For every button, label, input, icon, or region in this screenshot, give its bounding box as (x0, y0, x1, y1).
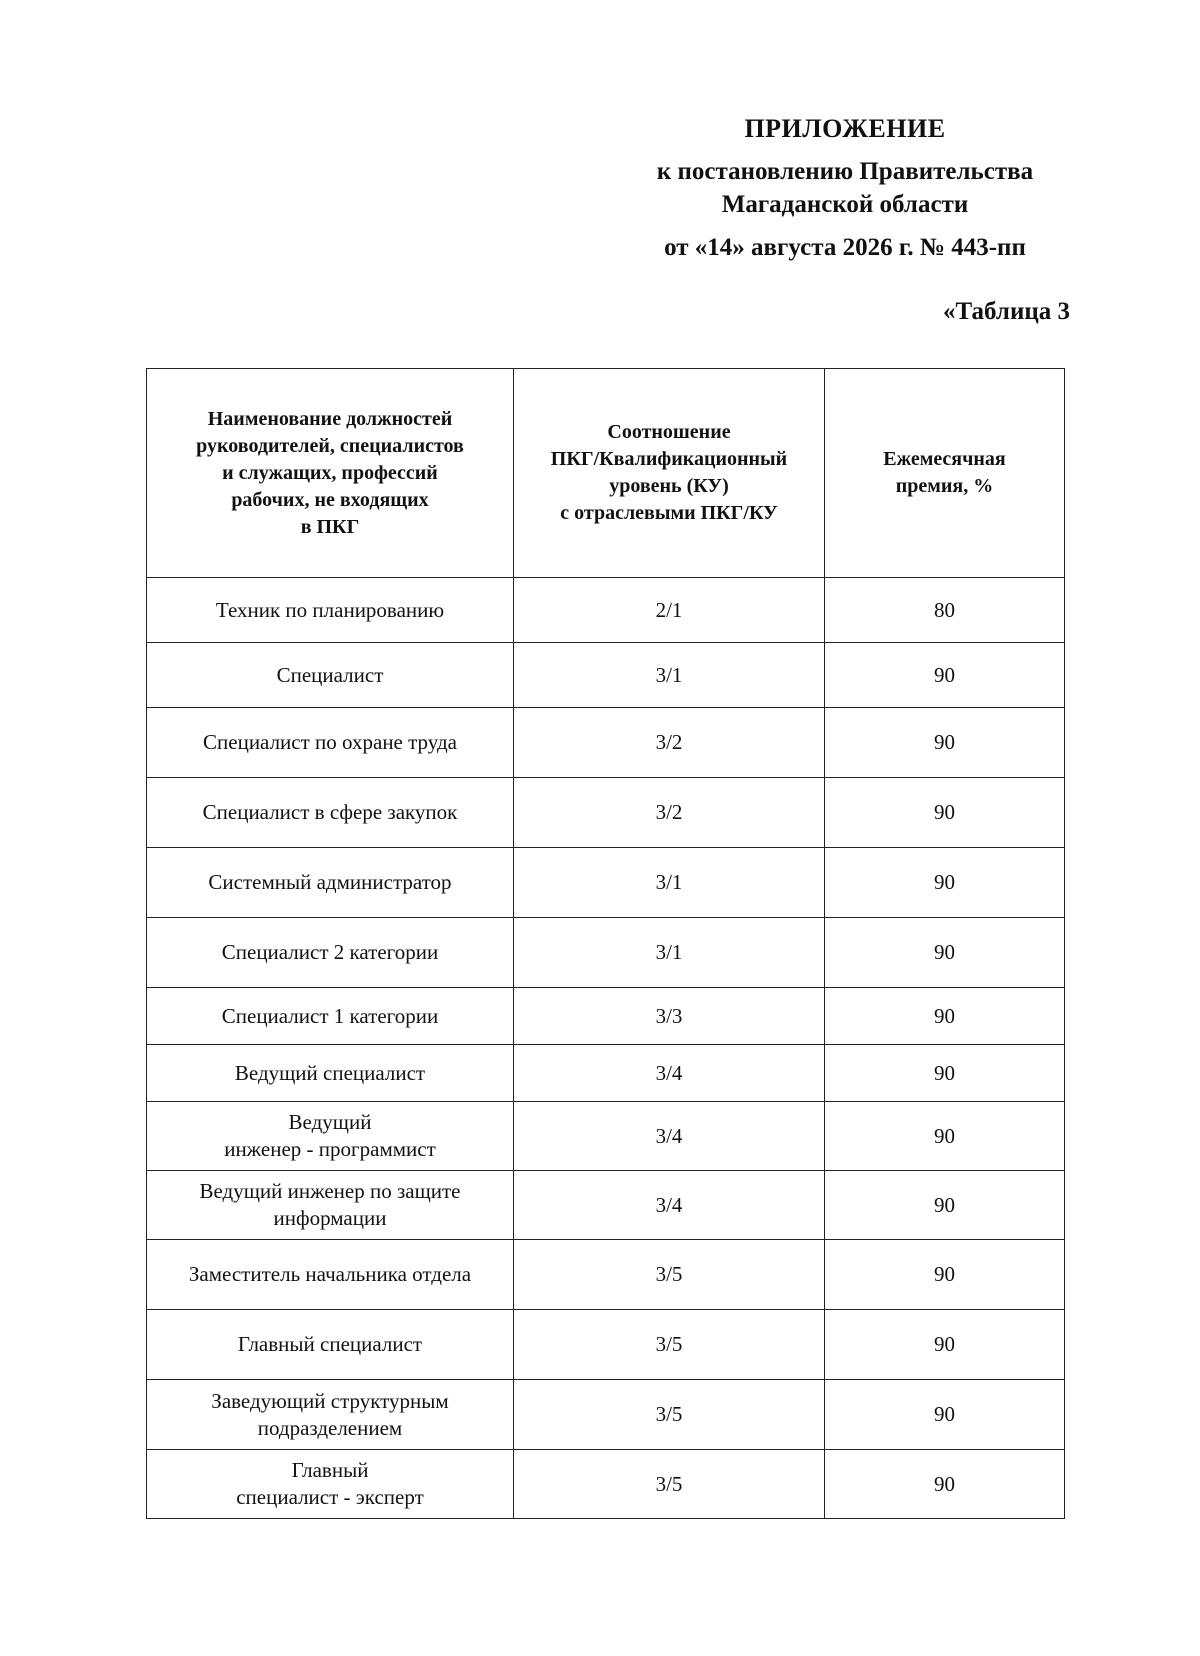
table-row (147, 848, 1065, 918)
position-name-line: Главный (291, 1458, 369, 1482)
table-row (147, 708, 1065, 778)
qualification-level-cell: 3/1 (514, 848, 825, 918)
position-name-cell (147, 708, 514, 778)
position-name-line: инженер - программист (224, 1137, 436, 1161)
position-name-cell (147, 778, 514, 848)
header-text-line: рабочих, не входящих (231, 488, 429, 511)
position-name-cell (147, 1102, 514, 1171)
monthly-bonus-cell: 90 (825, 918, 1065, 988)
monthly-bonus-cell: 90 (825, 1045, 1065, 1102)
monthly-bonus-cell: 90 (825, 1240, 1065, 1310)
position-name-cell (147, 848, 514, 918)
table-row (147, 988, 1065, 1045)
table-row (147, 1045, 1065, 1102)
table-body (147, 578, 1065, 1519)
table-row (147, 1171, 1065, 1240)
position-name-line: Заместитель начальника отдела (188, 1262, 472, 1286)
position-name-line: Техник по планированию (215, 597, 445, 622)
position-name-line: Ведущий (288, 1110, 372, 1134)
bonus-table-container (146, 368, 1064, 1519)
qualification-level-cell: 3/5 (514, 1380, 825, 1450)
table-header-row (147, 369, 1065, 578)
table-label: «Таблица 3 (942, 298, 1070, 325)
position-name-line: Заведующий структурным (211, 1388, 449, 1413)
position-name-cell (147, 1240, 514, 1310)
qualification-level-cell: 3/2 (514, 708, 825, 778)
monthly-bonus-cell: 90 (825, 988, 1065, 1045)
position-name-cell (147, 1171, 514, 1240)
position-name-line: Специалист 2 категории (221, 940, 439, 964)
table-row (147, 918, 1065, 988)
region-name: Магаданской области (721, 191, 969, 218)
header-position-name (147, 369, 514, 578)
position-name-line: Специалист 1 категории (221, 1003, 439, 1028)
header-text-line: с отраслевыми ПКГ/КУ (560, 502, 778, 524)
monthly-bonus-cell: 90 (825, 1310, 1065, 1380)
position-name-cell (147, 578, 514, 643)
header-text-line: Соотношение (607, 421, 731, 443)
qualification-level-cell: 3/3 (514, 988, 825, 1045)
monthly-bonus-cell: 90 (825, 848, 1065, 918)
position-name-cell (147, 1450, 514, 1519)
position-name-cell (147, 1310, 514, 1380)
position-name-line: подразделением (257, 1415, 403, 1440)
qualification-level-cell: 2/1 (514, 578, 825, 643)
qualification-level-cell: 3/4 (514, 1171, 825, 1240)
qualification-level-cell: 3/2 (514, 778, 825, 848)
qualification-level-cell: 3/5 (514, 1310, 825, 1380)
resolution-date-number: от «14» августа 2026 г. № 443-пп (664, 234, 1026, 261)
table-row (147, 643, 1065, 708)
monthly-bonus-cell: 90 (825, 1102, 1065, 1171)
qualification-level-cell: 3/4 (514, 1045, 825, 1102)
monthly-bonus-cell: 90 (825, 643, 1065, 708)
monthly-bonus-cell: 90 (825, 1450, 1065, 1519)
header-qualification-level (514, 369, 825, 578)
table-row (147, 1310, 1065, 1380)
position-name-cell (147, 1380, 514, 1450)
header-text-line: в ПКГ (300, 515, 360, 538)
position-name-line: Системный администратор (208, 870, 452, 894)
header-text-line: премия, % (895, 475, 994, 497)
qualification-level-cell: 3/5 (514, 1450, 825, 1519)
header-text-line: Наименование должностей (207, 407, 453, 430)
document-header (620, 112, 1070, 264)
table-row (147, 578, 1065, 643)
position-name-line: информации (273, 1206, 387, 1230)
table-row (147, 1450, 1065, 1519)
position-name-line: Специалист (276, 662, 384, 687)
position-name-cell (147, 643, 514, 708)
header-text-line: руководителей, специалистов (196, 434, 464, 457)
table-row (147, 1102, 1065, 1171)
qualification-level-cell: 3/1 (514, 643, 825, 708)
table-row (147, 778, 1065, 848)
bonus-table (146, 368, 1065, 1519)
position-name-line: Специалист в сфере закупок (202, 800, 458, 824)
position-name-line: Ведущий инженер по защите (199, 1179, 461, 1203)
position-name-line: специалист - эксперт (236, 1485, 424, 1509)
monthly-bonus-cell: 90 (825, 1380, 1065, 1450)
position-name-line: Специалист по охране труда (203, 730, 457, 754)
qualification-level-cell: 3/5 (514, 1240, 825, 1310)
header-monthly-bonus (825, 369, 1065, 578)
header-text-line: уровень (КУ) (609, 475, 729, 497)
position-name-cell (147, 988, 514, 1045)
qualification-level-cell: 3/1 (514, 918, 825, 988)
resolution-reference: к постановлению Правительства (656, 158, 1034, 185)
table-row (147, 1240, 1065, 1310)
monthly-bonus-cell: 90 (825, 778, 1065, 848)
position-name-line: Главный специалист (237, 1332, 423, 1356)
position-name-cell (147, 918, 514, 988)
position-name-cell (147, 1045, 514, 1102)
appendix-title: ПРИЛОЖЕНИЕ (744, 114, 946, 143)
header-text-line: Ежемесячная (883, 448, 1006, 470)
qualification-level-cell: 3/4 (514, 1102, 825, 1171)
position-name-line: Ведущий специалист (234, 1060, 426, 1085)
monthly-bonus-cell: 80 (825, 578, 1065, 643)
header-text-line: ПКГ/Квалификационный (550, 448, 788, 470)
monthly-bonus-cell: 90 (825, 1171, 1065, 1240)
monthly-bonus-cell: 90 (825, 708, 1065, 778)
header-text-line: и служащих, профессий (222, 461, 438, 484)
table-row (147, 1380, 1065, 1450)
